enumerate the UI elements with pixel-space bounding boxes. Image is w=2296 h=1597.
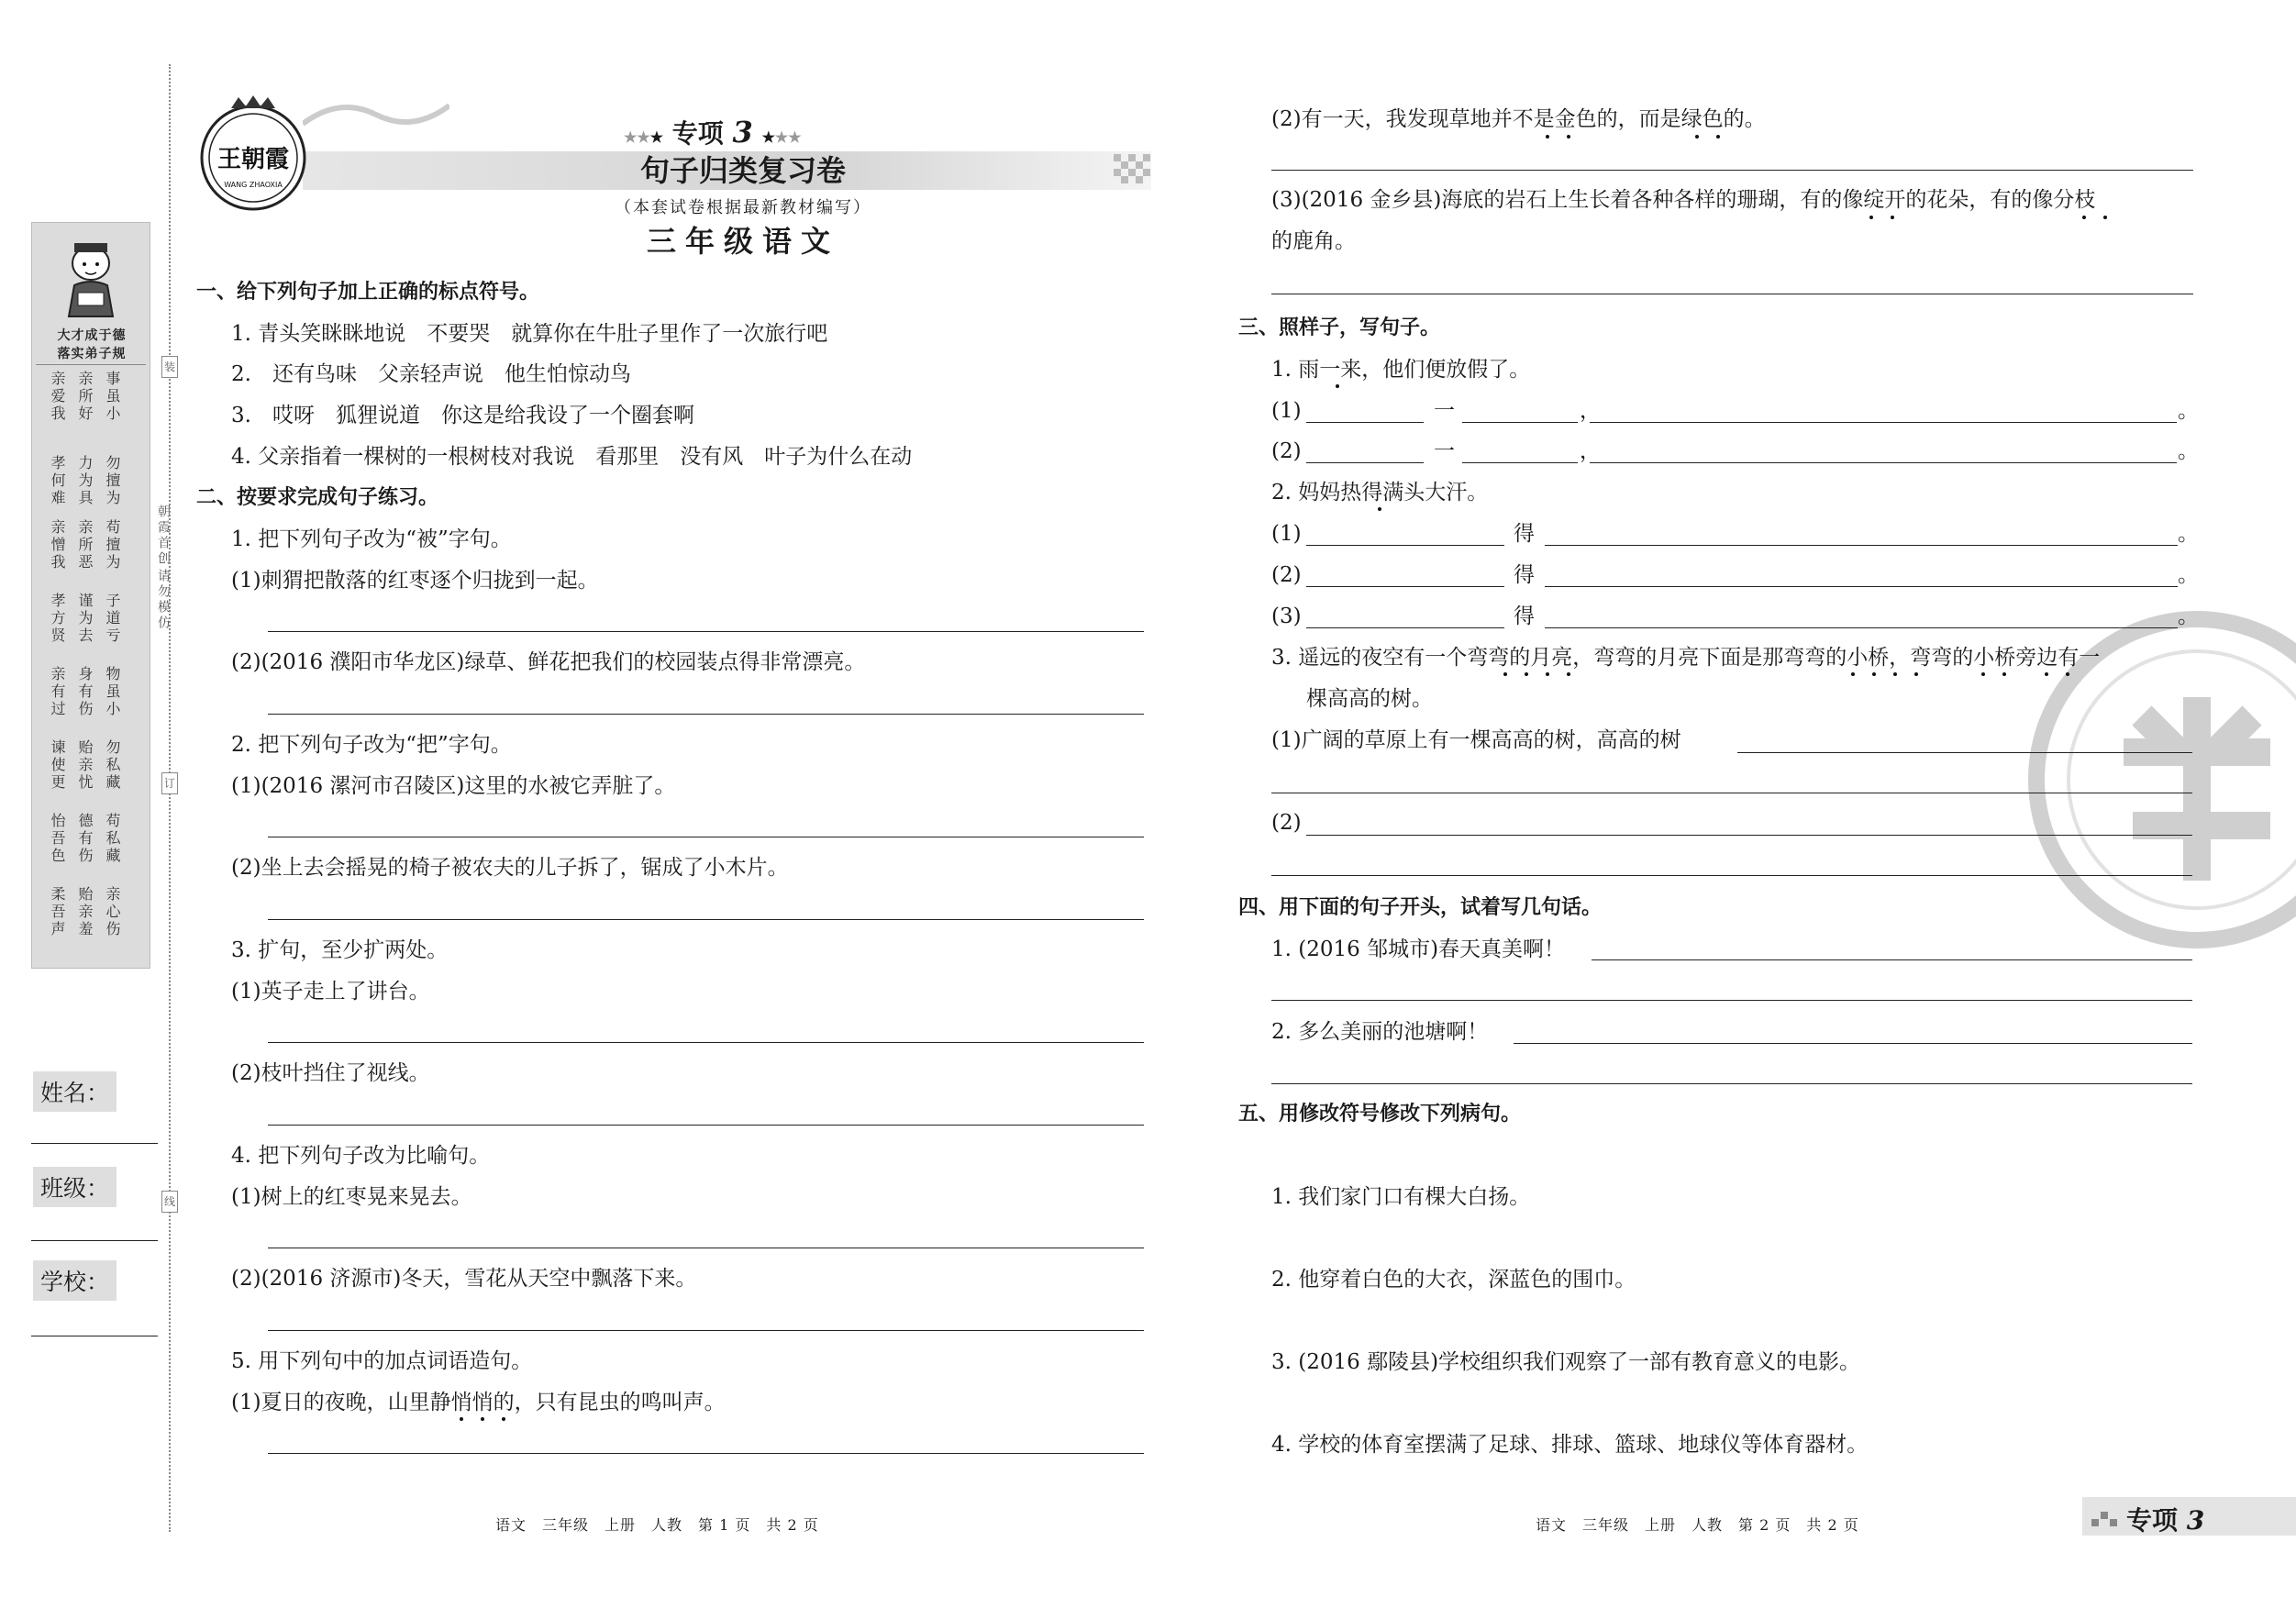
emphasis-dot: [1546, 672, 1549, 676]
period: 。: [2178, 439, 2199, 463]
e1-word-1: 一: [1434, 399, 1455, 423]
name-label: 姓名：: [33, 1071, 116, 1112]
f2-blank-b[interactable]: [1271, 1083, 2192, 1084]
verse-column: 苟擅为: [104, 519, 121, 571]
section-3-heading: 三、照样子，写句子。: [1238, 316, 1441, 339]
section-1-heading: 一、给下列句子加上正确的标点符号。: [196, 281, 540, 304]
q1-answer-line-1[interactable]: [268, 631, 1144, 632]
q3-sentence-2: (2)枝叶挡住了视线。: [231, 1061, 430, 1085]
cut-mark-2: 订: [161, 772, 178, 794]
q1-prompt: 1. 把下列句子改为“被”字句。: [231, 527, 512, 551]
q4-sentence-1: (1)树上的红枣晃来晃去。: [231, 1185, 472, 1209]
q1-sentence-1: (1)刺猬把散落的红枣逐个归拢到一起。: [231, 569, 599, 593]
q5-answer-line-1[interactable]: [268, 1453, 1144, 1454]
e1-blank-1b[interactable]: [1462, 422, 1578, 423]
e1-blank-1c[interactable]: [1590, 422, 2177, 423]
e2-blank-2b[interactable]: [1545, 586, 2178, 587]
e1-blank-2c[interactable]: [1590, 462, 2177, 463]
e2-word-3: 得: [1514, 604, 1535, 628]
logo-subtext: WANG ZHAOXIA: [224, 181, 283, 189]
s1-item-1: 1. 青头笑眯眯地说 不要哭 就算你在牛肚子里作了一次旅行吧: [231, 322, 828, 346]
e3-item-1: (1)广阔的草原上有一棵高高的树，高高的树: [1271, 728, 1681, 752]
verse-column: 怡吾色: [49, 813, 66, 865]
binding-cut-line: [169, 64, 171, 1532]
verse-column: 谏使更: [49, 739, 66, 792]
series-label: 专项: [671, 118, 724, 149]
emphasis-dot: [1893, 672, 1897, 676]
brand-logo: [196, 95, 310, 215]
scholar-illustration: [52, 239, 129, 318]
e2-blank-3a[interactable]: [1306, 627, 1504, 628]
class-input-line[interactable]: [31, 1240, 158, 1241]
class-label: 班级：: [33, 1167, 116, 1207]
emphasis-dot: [1716, 135, 1720, 139]
e1-label-1: (1): [1271, 399, 1302, 423]
emphasis-dot: [481, 1417, 484, 1421]
paper-title: 句子归类复习卷: [639, 153, 846, 188]
e2-blank-1a[interactable]: [1306, 545, 1504, 546]
q2-sentence-1: (1)(2016 漯河市召陵区)这里的水被它弄脏了。: [231, 774, 676, 798]
verse-column: 贻亲羞: [76, 886, 94, 938]
e2-label-1: (1): [1271, 522, 1302, 546]
page-2-footer: 语文 三年级 上册 人教 第 2 页 共 2 页: [1536, 1516, 1859, 1534]
motto-line-1: 大才成于德: [57, 328, 127, 343]
verse-column: 孝何难: [49, 455, 66, 507]
school-label: 学校：: [33, 1260, 116, 1301]
s1-item-3: 3. 哎呀 狐狸说道 你这是给我设了一个圈套啊: [231, 404, 694, 427]
q5-answer-line-2[interactable]: [1271, 170, 2193, 171]
verse-column: 苟私藏: [104, 813, 121, 865]
verse-column: 事虽小: [104, 371, 121, 423]
f1-blank-b[interactable]: [1271, 1000, 2192, 1001]
verse-column: 孝方贤: [49, 593, 66, 645]
q4-prompt: 4. 把下列句子改为比喻句。: [231, 1144, 491, 1168]
f2-prompt: 2. 多么美丽的池塘啊！: [1271, 1020, 1489, 1044]
e3-example-b: 棵高高的树。: [1306, 687, 1433, 711]
s1-item-2: 2. 还有鸟味 父亲轻声说 他生怕惊动鸟: [231, 362, 631, 386]
verse-column: 贻亲忧: [76, 739, 94, 792]
f1-blank-a[interactable]: [1592, 959, 2192, 960]
q5-prompt: 5. 用下列句中的加点词语造句。: [231, 1349, 533, 1373]
period: 。: [2178, 563, 2199, 587]
verse-column: 谨为去: [76, 593, 94, 645]
e2-word-1: 得: [1514, 522, 1535, 546]
cut-mark-3: 线: [161, 1191, 178, 1213]
g3-sentence: 3. (2016 鄢陵县)学校组织我们观察了一部有教育意义的电影。: [1271, 1350, 1861, 1374]
verse-column: 亲有过: [49, 666, 66, 718]
e3-blank-1a[interactable]: [1737, 752, 2192, 753]
section-2-heading: 二、按要求完成句子练习。: [196, 486, 439, 509]
motto-line-2: 落实弟子规: [57, 347, 127, 361]
verse-column: 亲心伤: [104, 886, 121, 938]
period: 。: [2178, 522, 2199, 546]
verse-column: 勿擅为: [104, 455, 121, 507]
emphasis-dot: [1567, 135, 1570, 139]
q3-answer-line-1[interactable]: [268, 1042, 1144, 1043]
section-4-heading: 四、用下面的句子开头，试着写几句话。: [1238, 896, 1603, 919]
e3-blank-2b[interactable]: [1271, 875, 2192, 876]
q3-sentence-1: (1)英子走上了讲台。: [231, 980, 430, 1004]
e2-blank-1b[interactable]: [1545, 545, 2178, 546]
emphasis-dot: [502, 1417, 505, 1421]
emphasis-dot: [1695, 135, 1699, 139]
q5-sentence-2: (2)有一天，我发现草地并不是金色的，而是绿色的。: [1271, 107, 1766, 131]
paper-subtitle: （本套试卷根据最新教材编写）: [615, 198, 871, 217]
e3-item-2: (2): [1271, 811, 1302, 835]
emphasis-dot: [1567, 672, 1570, 676]
comma: ，: [1580, 439, 1601, 463]
verse-column: 亲所好: [76, 371, 94, 423]
name-input-line[interactable]: [31, 1143, 158, 1144]
e1-word-2: 一: [1434, 439, 1455, 463]
e2-blank-3b[interactable]: [1545, 627, 2178, 628]
emphasis-dot: [1378, 507, 1381, 511]
f1-prompt: 1. (2016 邹城市)春天真美啊！: [1271, 937, 1566, 961]
margin-note-original: 朝霞首创: [156, 505, 171, 567]
verse-column: 物虽小: [104, 666, 121, 718]
emphasis-dot: [1891, 216, 1894, 219]
e3-example-a: 3. 遥远的夜空有一个弯弯的月亮，弯弯的月亮下面是那弯弯的小桥，弯弯的小桥旁边有一: [1271, 646, 2101, 670]
cut-mark-1: 装: [161, 356, 178, 378]
e2-label-2: (2): [1271, 563, 1302, 587]
q5-sentence-3a: (3)(2016 金乡县)海底的岩石上生长着各种各样的珊瑚，有的像绽开的花朵，有的像分枝: [1271, 188, 2096, 212]
e1-example: 1. 雨一来，他们便放假了。: [1271, 358, 1531, 382]
q3-prompt: 3. 扩句，至少扩两处。: [231, 938, 449, 962]
g2-sentence: 2. 他穿着白色的大衣，深蓝色的围巾。: [1271, 1268, 1636, 1292]
footer-tab-number: 3: [2186, 1505, 2205, 1536]
footer-tab-label: 专项: [2126, 1505, 2179, 1536]
page-1-footer: 语文 三年级 上册 人教 第 1 页 共 2 页: [495, 1516, 819, 1534]
emphasis-dot: [1503, 672, 1507, 676]
margin-note-no-copy: 请勿模仿: [156, 569, 171, 631]
emphasis-dot: [1981, 672, 1985, 676]
q1-sentence-2: (2)(2016 濮阳市华龙区)绿草、鲜花把我们的校园装点得非常漂亮。: [231, 650, 866, 674]
emphasis-dot: [1525, 672, 1528, 676]
emphasis-dot: [1851, 672, 1855, 676]
period: 。: [2178, 604, 2199, 628]
q2-sentence-2: (2)坐上去会摇晃的椅子被农夫的儿子拆了，锯成了小木片。: [231, 856, 789, 880]
tab-squares-icon: [2091, 1506, 2119, 1528]
emphasis-dot: [1914, 672, 1918, 676]
e2-label-3: (3): [1271, 604, 1302, 628]
e1-blank-2a[interactable]: [1306, 462, 1424, 463]
q2-answer-line-2[interactable]: [268, 919, 1144, 920]
q4-sentence-2: (2)(2016 济源市)冬天，雪花从天空中飘落下来。: [231, 1267, 697, 1291]
comma: ，: [1580, 399, 1601, 423]
f2-blank-a[interactable]: [1514, 1043, 2192, 1044]
verse-column: 勿私藏: [104, 739, 121, 792]
q5-sentence-1: (1)夏日的夜晚，山里静悄悄的，只有昆虫的鸣叫声。: [231, 1391, 726, 1414]
series-heading: ★★★ 专项 3 ★★★: [624, 115, 802, 150]
e2-word-2: 得: [1514, 563, 1535, 587]
verse-column: 柔吾声: [49, 886, 66, 938]
q1-answer-line-2[interactable]: [268, 714, 1144, 715]
emphasis-dot: [2082, 216, 2086, 219]
emphasis-dot: [2066, 672, 2069, 676]
verse-column: 亲憎我: [49, 519, 66, 571]
emphasis-dot: [2002, 672, 2006, 676]
subject-title: 三年级语文: [646, 224, 839, 259]
g4-sentence: 4. 学校的体育室摆满了足球、排球、篮球、地球仪等体育器材。: [1271, 1433, 1869, 1457]
emphasis-dot: [460, 1417, 463, 1421]
e2-blank-2a[interactable]: [1306, 586, 1504, 587]
motto-divider: [36, 364, 146, 365]
emphasis-dot: [1872, 672, 1876, 676]
verse-column: 亲所恶: [76, 519, 94, 571]
verse-column: 德有伤: [76, 813, 94, 865]
checker-pattern: [1114, 154, 1156, 191]
s1-item-4: 4. 父亲指着一棵树的一根树枝对我说 看那里 没有风 叶子为什么在动: [231, 445, 913, 469]
g1-sentence: 1. 我们家门口有棵大白扬。: [1271, 1185, 1531, 1209]
emphasis-dot: [1869, 216, 1873, 219]
e1-blank-2b[interactable]: [1462, 462, 1578, 463]
footer-tab-text: [2126, 1501, 2204, 1537]
q5-sentence-3b: 的鹿角。: [1271, 229, 1356, 253]
emphasis-dot: [2103, 216, 2107, 219]
emphasis-dot: [1336, 384, 1339, 388]
verse-column: 亲爱我: [49, 371, 66, 423]
emphasis-dot: [1546, 135, 1549, 139]
e1-blank-1a[interactable]: [1306, 422, 1424, 423]
e2-example: 2. 妈妈热得满头大汗。: [1271, 481, 1489, 505]
e1-label-2: (2): [1271, 439, 1302, 463]
verse-column: 子道亏: [104, 593, 121, 645]
ribbon-ornament: [303, 96, 449, 133]
section-5-heading: 五、用修改符号修改下列病句。: [1238, 1103, 1522, 1126]
e3-blank-2a[interactable]: [1306, 835, 2192, 836]
verse-column: 身有伤: [76, 666, 94, 718]
q2-prompt: 2. 把下列句子改为“把”字句。: [231, 733, 512, 757]
series-number: 3: [732, 115, 753, 150]
q3-answer-line-2[interactable]: [268, 1125, 1144, 1126]
emphasis-dot: [2045, 672, 2048, 676]
q4-answer-line-2[interactable]: [268, 1330, 1144, 1331]
period: 。: [2178, 399, 2199, 423]
verse-column: 力为具: [76, 455, 94, 507]
logo-wordmark: 王朝霞: [216, 146, 290, 173]
